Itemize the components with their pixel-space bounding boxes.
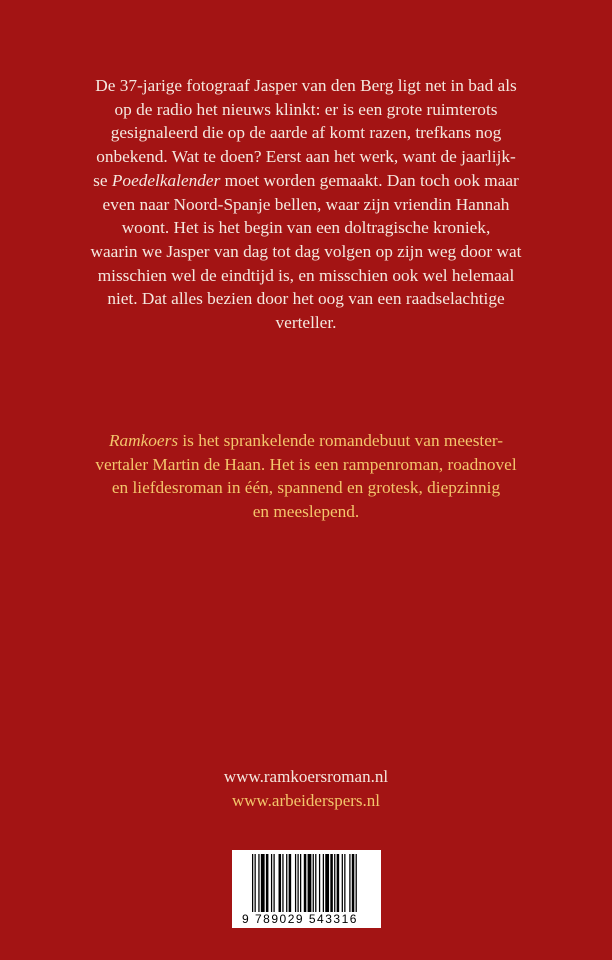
barcode-bar: [297, 854, 298, 912]
barcode-bar: [266, 854, 269, 912]
barcode-bar: [334, 854, 335, 912]
book-title: Ramkoers: [108, 431, 179, 450]
barcode-bar: [279, 854, 282, 912]
barcode-bar: [271, 854, 272, 912]
calendar-title: Poedelkalender: [111, 170, 221, 190]
barcode-bar: [304, 854, 307, 912]
blurb-line-rest: moet worden gemaakt. Dan toch ook maar: [224, 170, 519, 190]
isbn-number: 9 789029 543316: [242, 912, 358, 926]
barcode-bar: [323, 854, 324, 912]
blurb-line: woont. Het is het begin van een doltragische kroniek,: [121, 218, 491, 238]
barcode-bar: [286, 854, 287, 912]
barcode-bar: [342, 854, 343, 912]
barcode-bar: [295, 854, 296, 912]
barcode-bar: [308, 854, 312, 912]
pitch-paragraph: [0, 429, 612, 524]
blurb-line: gesignaleerd die op de aarde af komt razen, trefkans nog: [110, 123, 502, 143]
book-website-link[interactable]: www.ramkoersroman.nl: [223, 767, 389, 786]
blurb-line: De 37-jarige fotograaf Jasper van den Berg ligt net in bad als: [95, 76, 517, 95]
blurb-line: [0, 169, 612, 193]
barcode-bar: [344, 854, 345, 912]
pitch-line: en meeslepend.: [252, 502, 360, 522]
barcode-bar: [258, 854, 259, 912]
pitch-line: en liefdesroman in één, spannend en grotesk, diepzinnig: [111, 478, 501, 498]
barcode-bar: [273, 854, 274, 912]
barcode-bars: [252, 854, 372, 912]
barcode-bar: [337, 854, 340, 912]
barcode-bar: [252, 854, 253, 912]
barcode-bar: [352, 854, 355, 912]
barcode-bar: [325, 854, 329, 912]
publisher-website-link[interactable]: www.arbeiderspers.nl: [231, 791, 381, 810]
barcode-bar: [330, 854, 333, 912]
pitch-line: [0, 429, 612, 453]
barcode-bar: [289, 854, 292, 912]
barcode-bar: [349, 854, 350, 912]
blurb-line: waarin we Jasper van dag tot dag volgen op zijn weg door wat: [90, 241, 522, 261]
barcode-bar: [356, 854, 357, 912]
pitch-line-rest: is het sprankelende romandebuut van meester-: [178, 431, 504, 450]
website-links: [0, 765, 612, 813]
blurb-line: niet. Dat alles bezien door het oog van een raadselachtige: [107, 289, 505, 309]
blurb-paragraph: [0, 74, 612, 335]
barcode-bar: [282, 854, 283, 912]
barcode-bar: [315, 854, 316, 912]
barcode-bar: [300, 854, 301, 912]
blurb-line: verteller.: [275, 313, 337, 333]
blurb-line: even naar Noord-Spanje bellen, waar zijn vriendin Hannah: [102, 194, 510, 214]
blurb-line: op de radio het nieuws klinkt: er is een grote ruimterots: [114, 99, 498, 119]
blurb-line: onbekend. Wat te doen? Eerst aan het werk, want de jaarlijk-: [96, 147, 516, 167]
blurb-line: misschien wel de eindtijd is, en misschien ook wel helemaal: [97, 265, 515, 285]
barcode-bar: [261, 854, 265, 912]
isbn-barcode: [232, 850, 381, 928]
barcode-bar: [319, 854, 320, 912]
barcode-bar: [255, 854, 256, 912]
blurb-line-prefix: se: [93, 170, 112, 190]
barcode-bar: [313, 854, 314, 912]
pitch-line: vertaler Martin de Haan. Het is een rampenroman, roadnovel: [95, 454, 517, 474]
